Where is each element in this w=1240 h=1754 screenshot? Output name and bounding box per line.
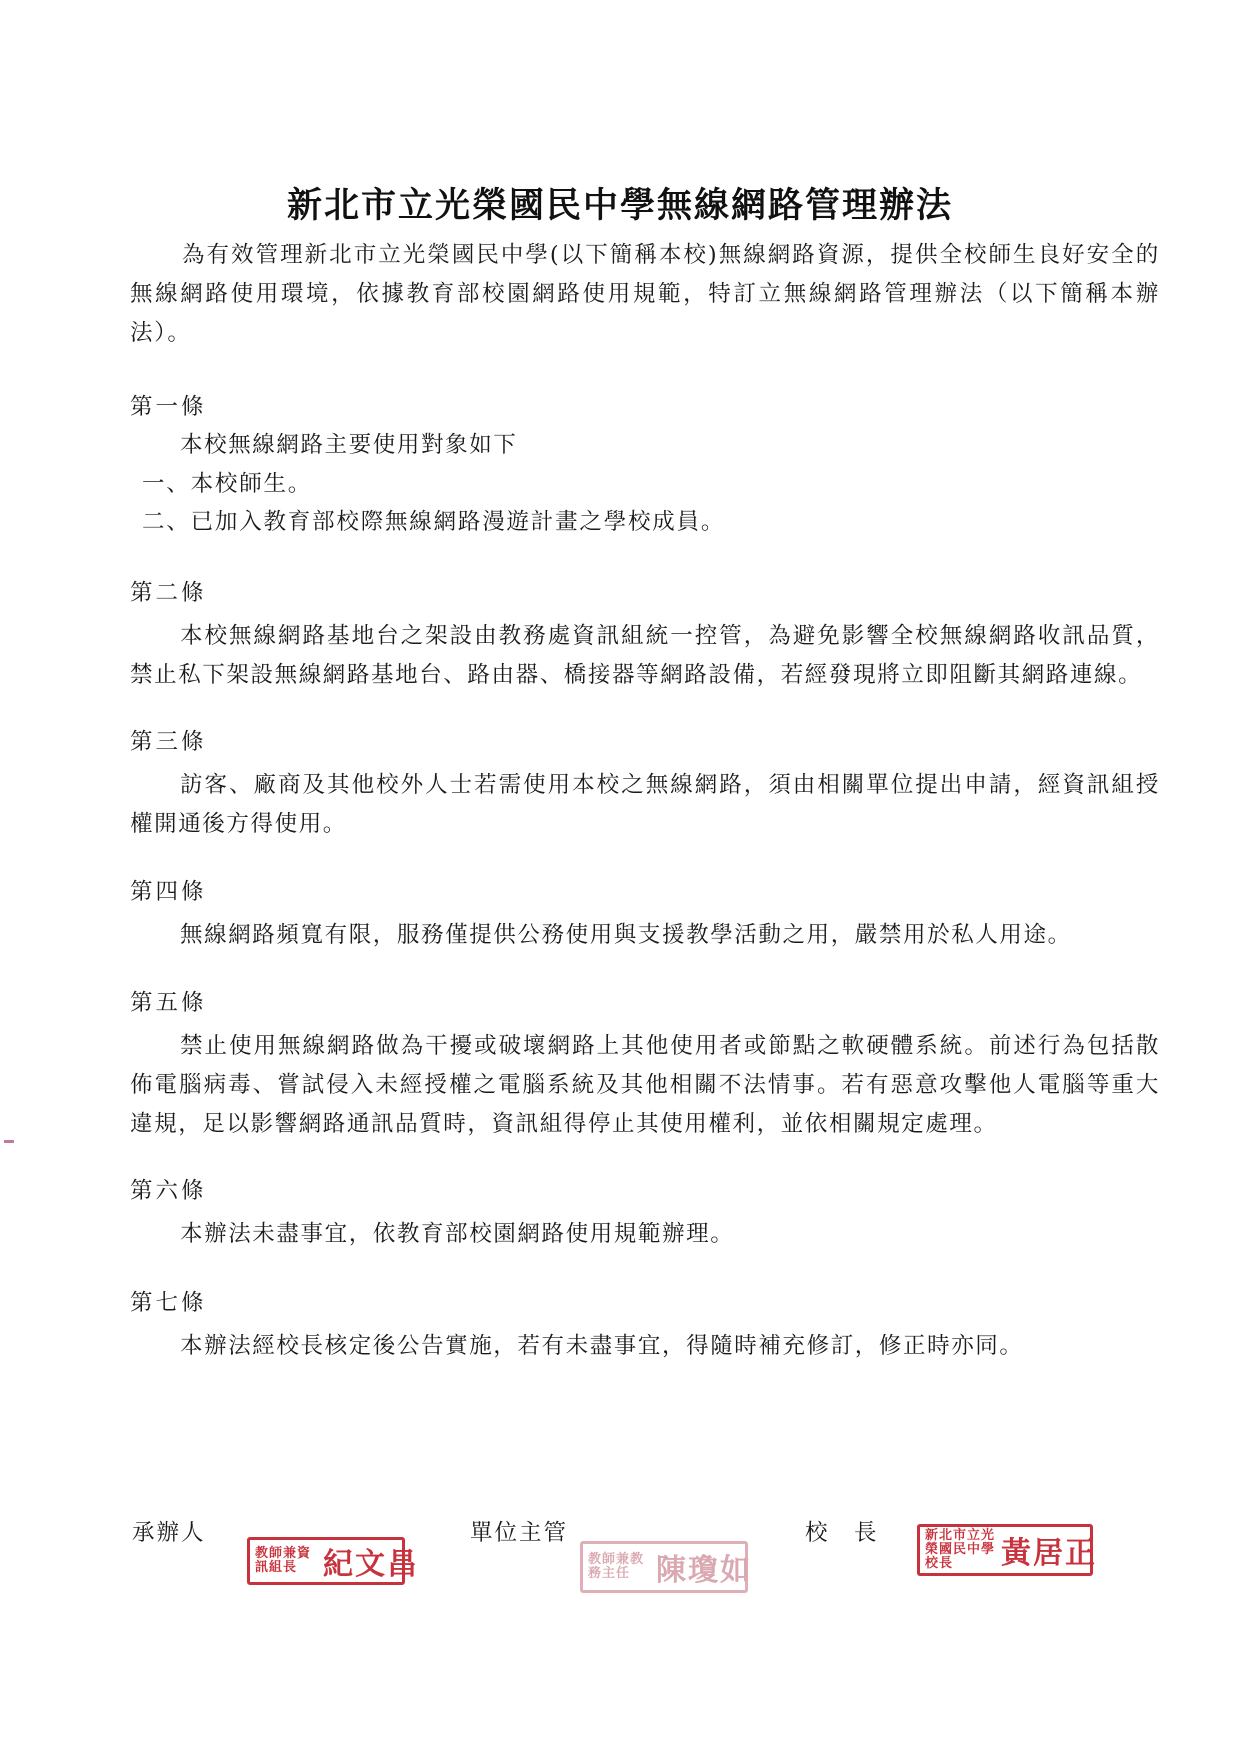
preamble-paragraph: 為有效管理新北市立光榮國民中學(以下簡稱本校)無線網路資源，提供全校師生良好安全的無線網路使用環境，依據教育部校園網路使用規範，特訂立無線網路管理辦法（以下簡稱本辦法）。 — [130, 242, 1160, 346]
principal-label: 校 長 — [805, 1520, 879, 1546]
article-2 — [130, 578, 1160, 695]
article-heading: 第一條 — [130, 394, 207, 420]
article-body: 本校無線網路基地台之架設由教務處資訊組統一控管，為避免影響全校無線網路收訊品質，禁止私下架設無線網路基地台、路由器、橋接器等網路設備，若經發現將立即阻斷其網路連線。 — [130, 623, 1160, 688]
article-body: 訪客、廠商及其他校外人士若需使用本校之無線網路，須由相關單位提出申請，經資訊組授權開通後方得使用。 — [130, 772, 1160, 837]
stamp-name: 紀文昌 — [323, 1547, 419, 1582]
article-body: 本校無線網路主要使用對象如下 — [180, 432, 518, 458]
stamp-name: 黃居正 — [1001, 1536, 1097, 1571]
handler-seal-stamp — [247, 1537, 419, 1585]
article-5 — [130, 988, 1160, 1144]
supervisor-seal-stamp — [580, 1541, 752, 1593]
scan-margin-mark — [4, 1140, 14, 1143]
article-3 — [130, 727, 1160, 844]
article-4 — [130, 877, 1160, 955]
article-1 — [130, 392, 1160, 541]
article-body: 本辦法經校長核定後公告實施，若有未盡事宜，得隨時補充修訂，修正時亦同。 — [180, 1333, 1024, 1359]
article-6 — [130, 1176, 1160, 1254]
list-item: 一、本校師生。 — [142, 471, 313, 497]
article-body: 禁止使用無線網路做為干擾或破壞網路上其他使用者或節點之軟硬體系統。前述行為包括散佈電腦病毒、嘗試侵入未經授權之電腦系統及其他相關不法情事。若有惡意攻擊他人電腦等重大違規，足以影響網路通訊品質時，資訊組得停止其使用權利，並依相關規定處理。 — [130, 1033, 1160, 1137]
stamp-title: 新北市立光榮國民中學校長 — [925, 1528, 996, 1571]
list-item: 二、已加入教育部校際無線網路漫遊計畫之學校成員。 — [142, 509, 726, 535]
article-7 — [130, 1288, 1160, 1366]
stamp-name: 陳瓊如 — [656, 1553, 752, 1588]
stamp-title: 教師兼資訊組長 — [255, 1546, 312, 1575]
handler-label: 承辦人 — [132, 1520, 206, 1546]
supervisor-label: 單位主管 — [470, 1520, 569, 1546]
article-heading: 第五條 — [130, 990, 207, 1016]
article-heading: 第二條 — [130, 580, 207, 606]
article-body: 無線網路頻寬有限，服務僅提供公務使用與支援教學活動之用，嚴禁用於私人用途。 — [180, 922, 1072, 948]
article-heading: 第三條 — [130, 729, 207, 755]
article-heading: 第七條 — [130, 1290, 207, 1316]
stamp-title: 教師兼教務主任 — [588, 1552, 645, 1581]
article-heading: 第六條 — [130, 1178, 207, 1204]
article-body: 本辦法未盡事宜，依教育部校園網路使用規範辦理。 — [180, 1221, 735, 1247]
article-heading: 第四條 — [130, 879, 207, 905]
principal-seal-stamp — [917, 1524, 1097, 1576]
document-title: 新北市立光榮國民中學無線網路管理辦法 — [286, 186, 953, 226]
